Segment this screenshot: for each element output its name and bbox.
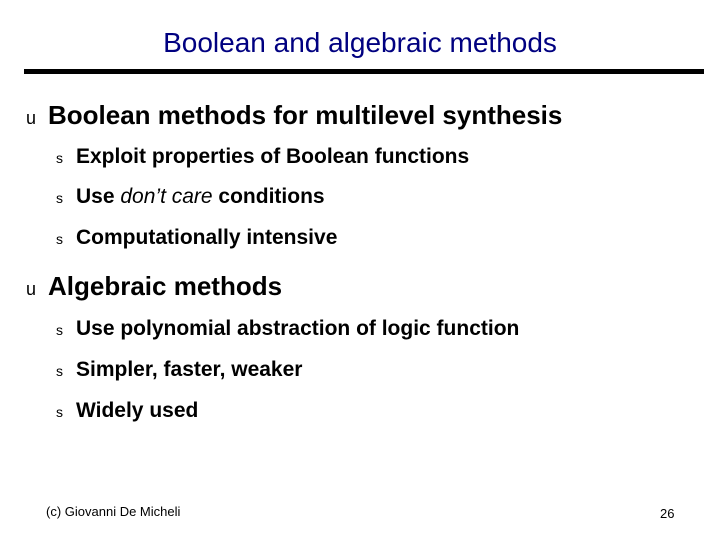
list-item xyxy=(56,315,519,344)
list-item xyxy=(56,397,198,426)
section-heading xyxy=(26,270,282,305)
list-item-suffix: conditions xyxy=(212,185,325,208)
bullet-marker: u xyxy=(26,279,37,299)
title-underline xyxy=(24,69,704,74)
list-item xyxy=(56,356,302,385)
sub-bullet-marker: s xyxy=(56,231,63,247)
bullet-marker: u xyxy=(26,108,37,128)
list-item-text: Simpler, faster, weaker xyxy=(76,358,303,381)
section-heading-text: Algebraic methods xyxy=(48,271,283,301)
list-item-text: Computationally intensive xyxy=(76,226,338,249)
list-item-prefix: Use xyxy=(76,185,121,208)
list-item-text: Widely used xyxy=(76,399,199,422)
list-item-text: Exploit properties of Boolean functions xyxy=(76,145,470,168)
footer-credit: (c) Giovanni De Micheli xyxy=(46,504,181,519)
sub-bullet-marker: s xyxy=(56,363,63,379)
section-heading-text: Boolean methods for multilevel synthesis xyxy=(48,100,563,130)
list-item xyxy=(56,183,325,212)
sub-bullet-marker: s xyxy=(56,190,63,206)
list-item xyxy=(56,143,469,172)
list-item xyxy=(56,224,337,253)
sub-bullet-marker: s xyxy=(56,404,63,420)
page-number: 26 xyxy=(660,506,675,521)
sub-bullet-marker: s xyxy=(56,322,63,338)
list-item-emphasis: don’t care xyxy=(120,185,213,208)
sub-bullet-marker: s xyxy=(56,150,63,166)
list-item-text: Use polynomial abstraction of logic function xyxy=(76,317,520,340)
slide-title: Boolean and algebraic methods xyxy=(163,27,557,58)
section-heading xyxy=(26,99,562,134)
